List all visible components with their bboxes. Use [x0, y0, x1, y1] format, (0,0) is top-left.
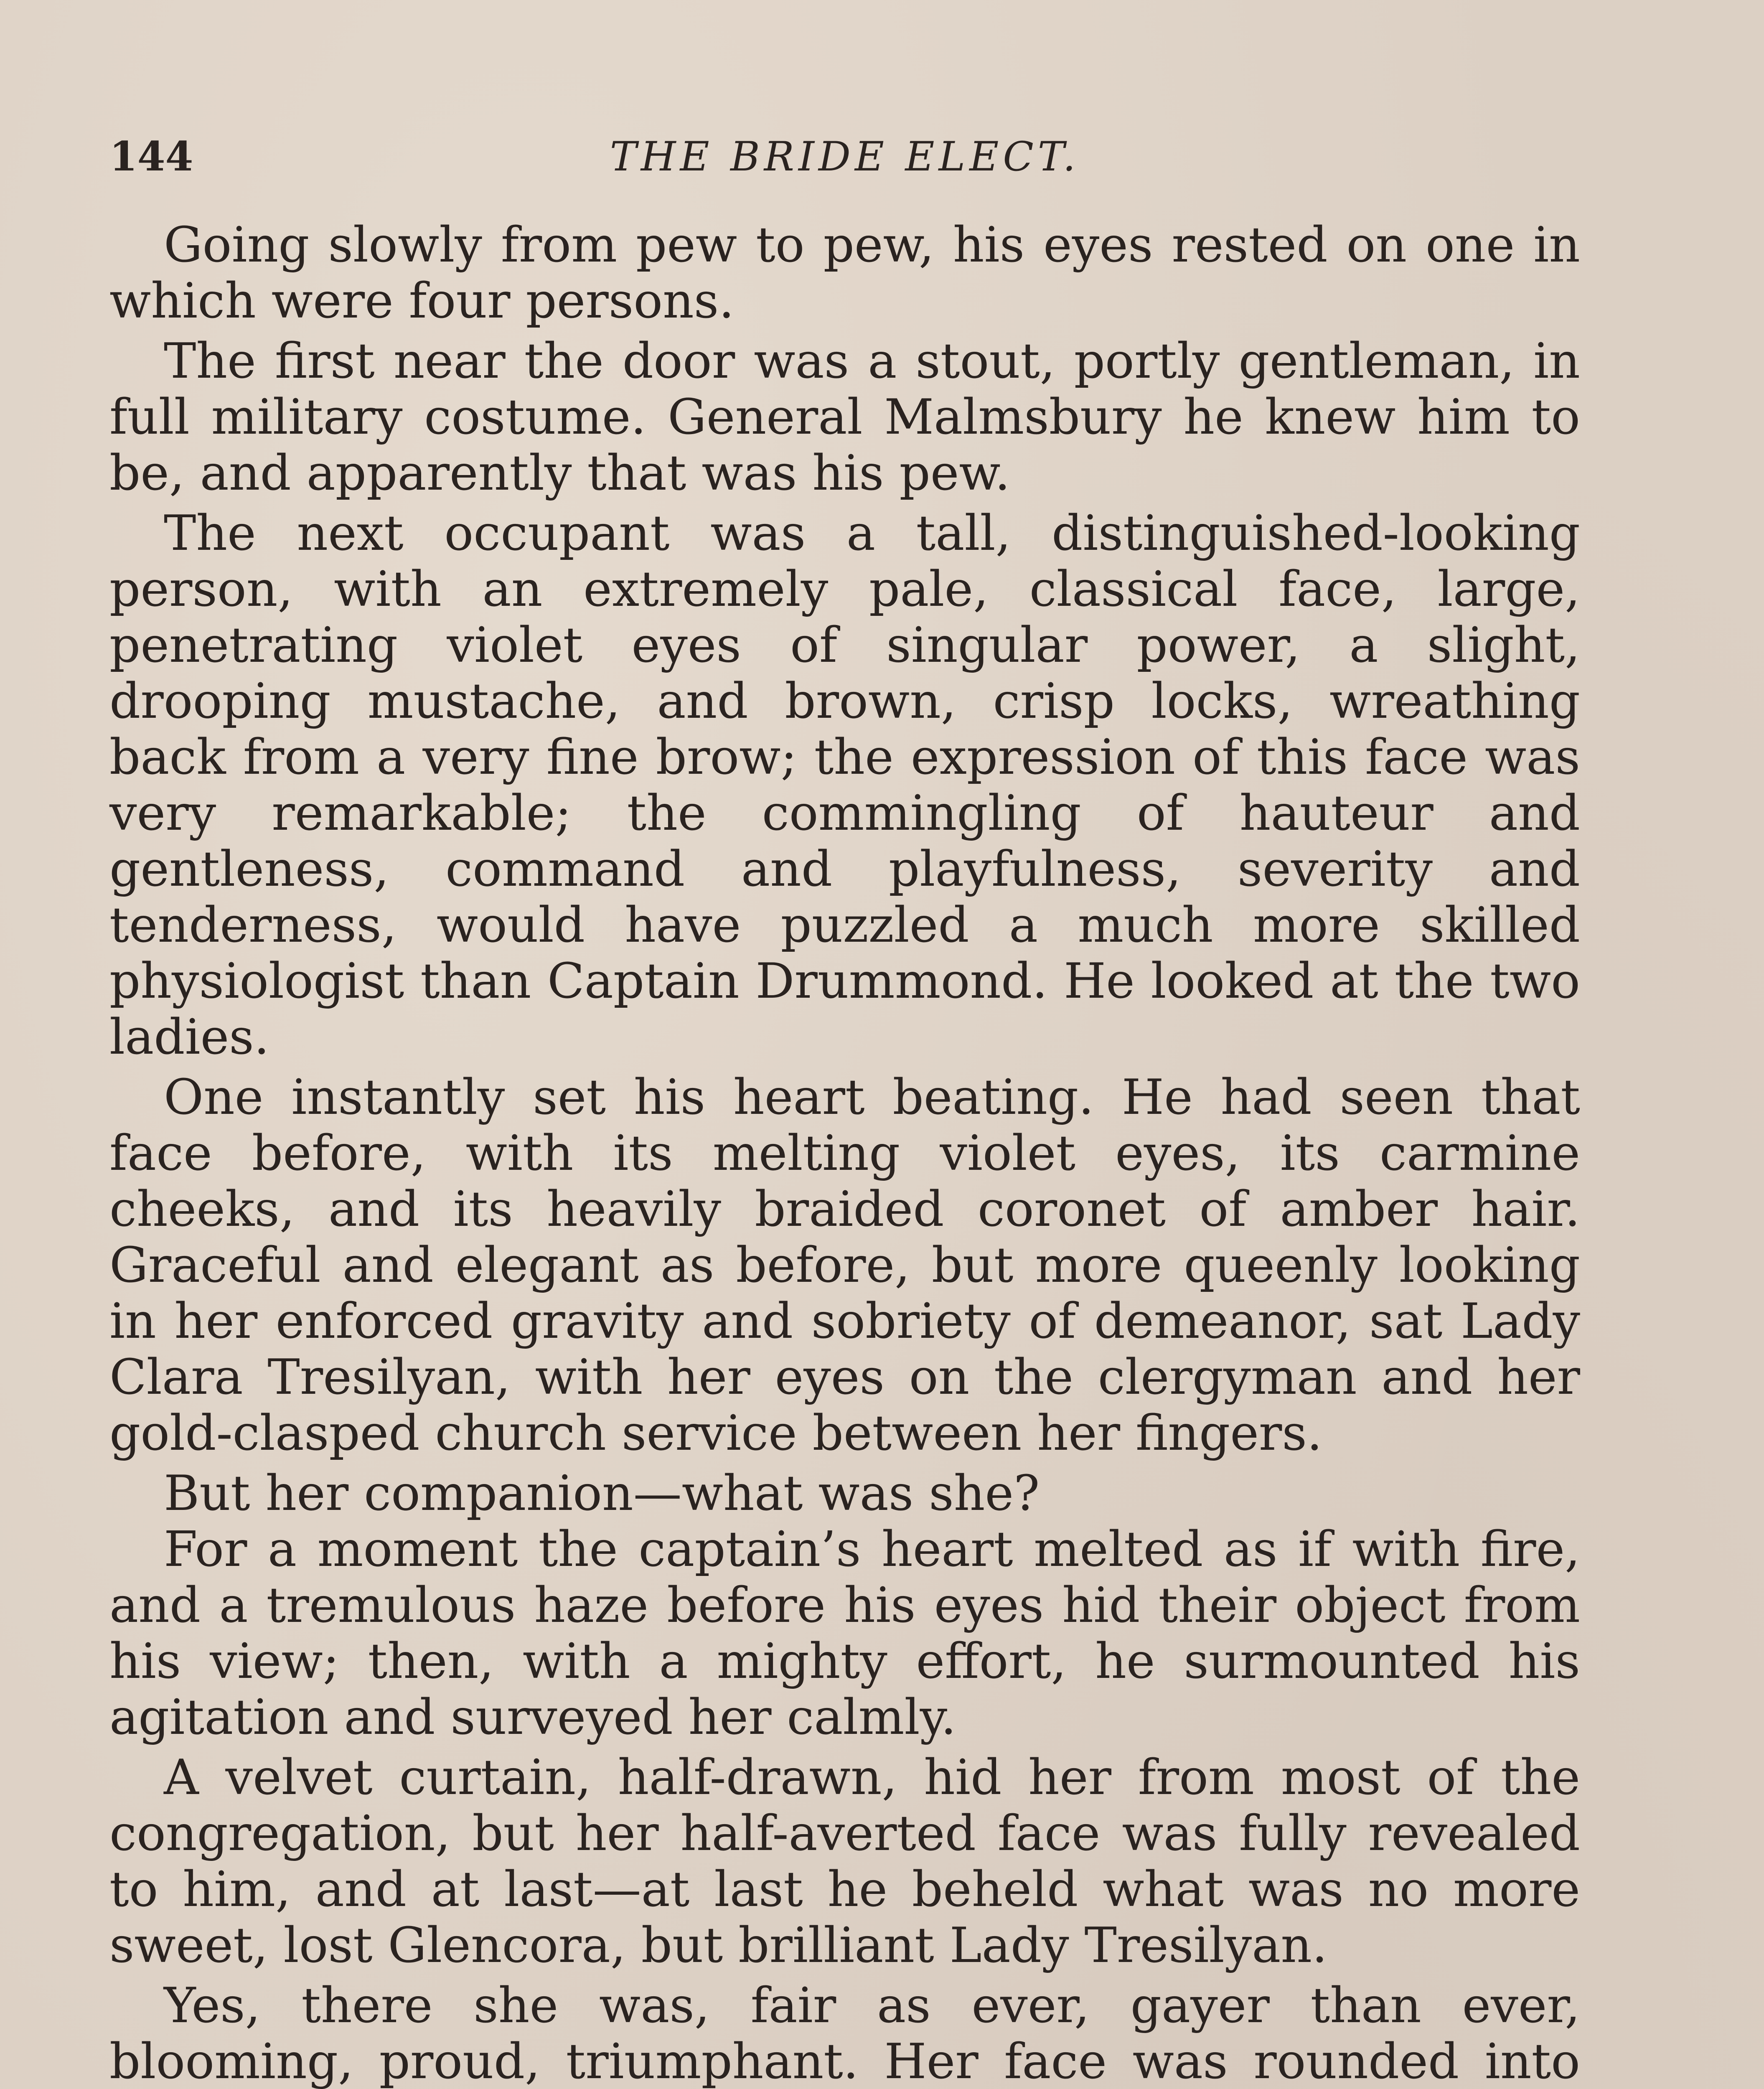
paragraph: A velvet curtain, half-drawn, hid her from most of the congregation, but her half-averted face was fully revealed to him, and at last—at last he beheld what was no more sweet, lost Glencora, but brilliant Lady Tresilyan.: [109, 1749, 1580, 1974]
paragraph: One instantly set his heart beating. He had seen that face before, with its melting violet eyes, its carmine cheeks, and its heavily braided coronet of amber hair. Graceful and elegant as before, but more queenly looking in her enforced gravity and sobriety of demeanor, sat Lady Clara Tresilyan, with her eyes on the clergyman and her gold-clasped church service between her fingers.: [109, 1069, 1580, 1461]
paragraph: The next occupant was a tall, distinguished-looking person, with an extremely pale, classical face, large, penetrating violet eyes of singular power, a slight, drooping mustache, and brown, crisp locks, wreathing back from a very fine brow; the expression of this face was very remarkable; the commingling of hauteur and gentleness, command and playfulness, severity and tenderness, would have puzzled a much more skilled physiologist than Captain Drummond. He looked at the two ladies.: [109, 505, 1580, 1065]
paragraph: But her companion—what was she?: [164, 1465, 1040, 1522]
page-number: 144: [109, 133, 193, 180]
running-head: [109, 125, 1580, 188]
paragraph: For a moment the captain’s heart melted as if with fire, and a tremulous haze before his eyes hid their object from his view; then, with a mighty effort, he surmounted his agitation and surveyed her calmly.: [109, 1521, 1580, 1746]
body-text: [109, 217, 1580, 2089]
running-title: THE BRIDE ELECT.: [610, 133, 1080, 180]
paragraph: Yes, there she was, fair as ever, gayer than ever, blooming, proud, triumphant. Her face was rounded into: [109, 1977, 1580, 2089]
paragraph: Going slowly from pew to pew, his eyes rested on one in which were four persons.: [109, 217, 1580, 329]
paragraph: The first near the door was a stout, portly gentleman, in full military costume. General Malmsbury he knew him to be, and apparently that was his pew.: [109, 333, 1580, 501]
